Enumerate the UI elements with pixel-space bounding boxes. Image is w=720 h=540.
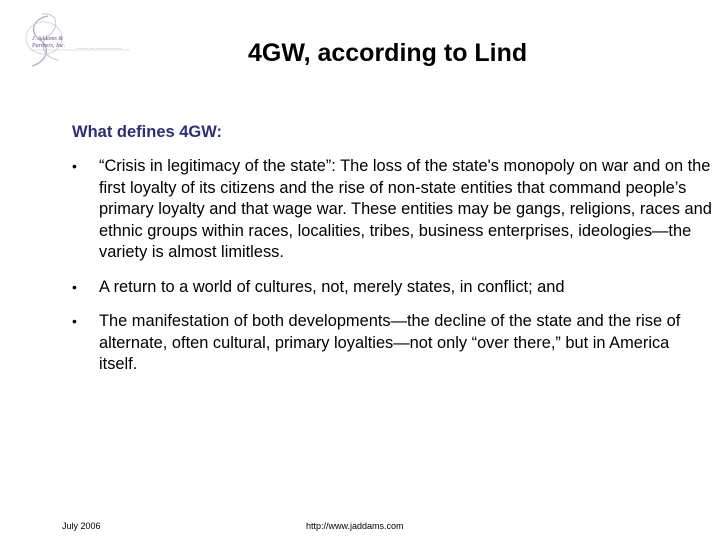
bullet-text: A return to a world of cultures, not, merely states, in conflict; and: [99, 277, 565, 296]
bullet-marker: •: [72, 313, 77, 329]
bullet-marker: •: [72, 278, 77, 295]
slide-subtitle: What defines 4GW:: [72, 123, 223, 141]
bullet-marker: •: [72, 158, 77, 174]
logo-tagline: ——— — ——————: [76, 45, 122, 50]
bullet-item: [72, 277, 712, 299]
bullet-list: [72, 156, 712, 389]
footer-date: July 2006: [62, 521, 101, 531]
footer-url: http://www.jaddams.com: [306, 521, 404, 531]
logo-name: J. Addams & Partners, Inc.: [32, 36, 66, 49]
bullet-text: “Crisis in legitimacy of the state”: The loss of the state's monopoly on war and on the first loyalty of its citizens and the rise of non-state entities that command people’s primary loyalty and that wage war. These entities may be gangs, religions, races and ethnic groups within races, localities, tribes, business enterprises, ideologies—the variety is almost limitless.: [99, 157, 712, 261]
bullet-item: [72, 311, 712, 376]
slide-title: 4GW, according to Lind: [248, 39, 528, 67]
bullet-text: The manifestation of both developments—the decline of the state and the rise of alternate, often cultural, primary loyalties—not only “over there,” but in America itself.: [99, 312, 681, 373]
bullet-item: [72, 156, 712, 264]
company-logo: [18, 10, 130, 72]
